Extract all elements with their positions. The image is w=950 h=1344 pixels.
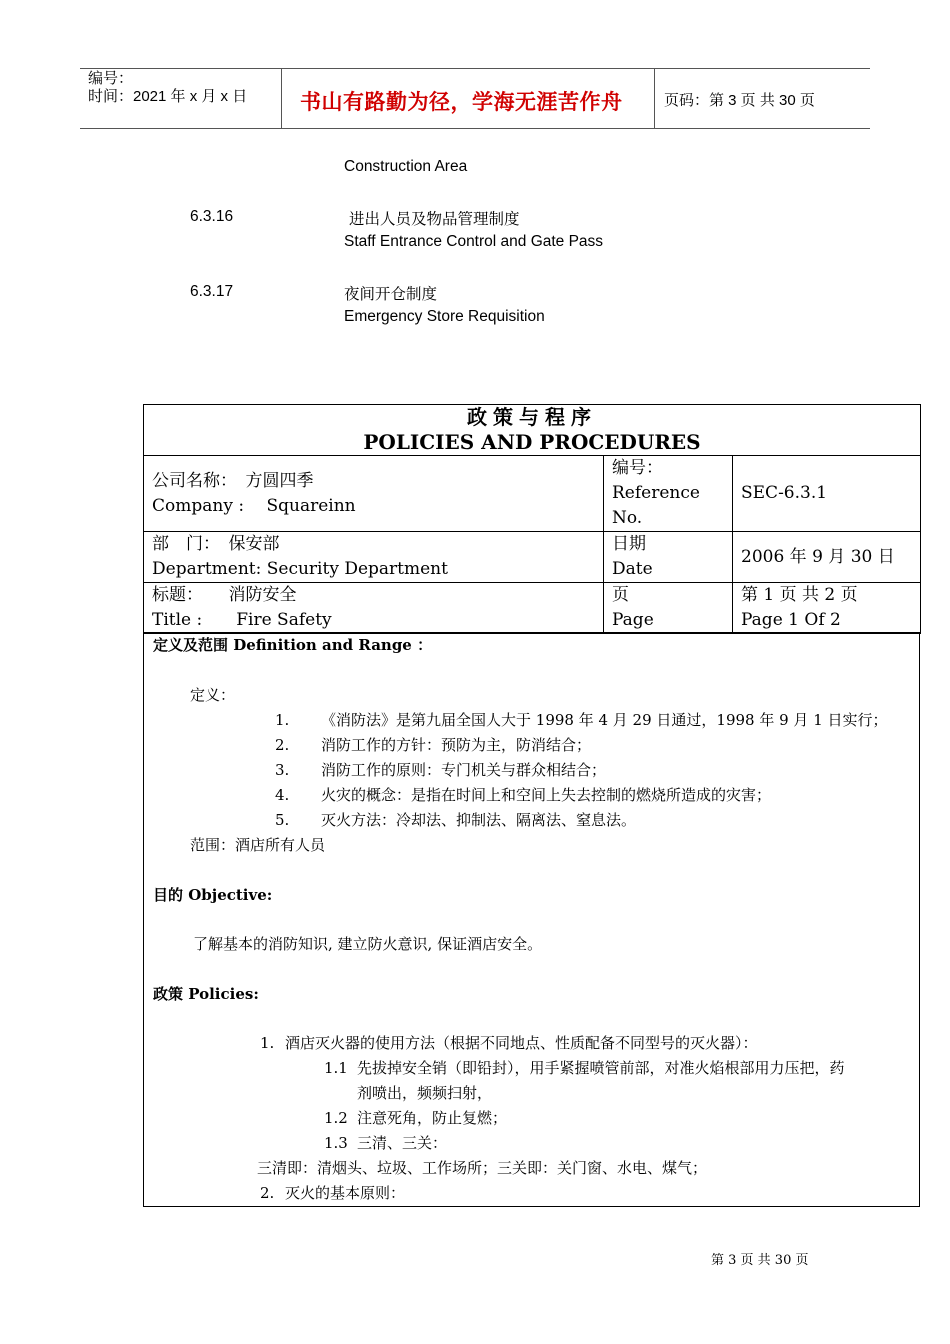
page-label-en: Page (612, 610, 654, 630)
company-zh: 公司名称： 方圆四季 (152, 470, 314, 491)
policy-subitem-number: 1.1 (324, 1059, 348, 1077)
footer-page-number: 第 3 页 共 30 页 (711, 1253, 809, 1268)
list-item-zh: 进出人员及物品管理制度 (349, 210, 520, 228)
header-top-line (80, 68, 870, 69)
page-value-zh: 第 1 页 共 2 页 (741, 585, 858, 605)
page-value-en: Page 1 Of 2 (741, 610, 841, 630)
policies-heading: 政策 Policies: (153, 985, 259, 1003)
company-cell (144, 456, 604, 532)
policy-item-number: 2. (260, 1184, 275, 1202)
reference-label-zh: 编号： (612, 458, 663, 478)
date-value: 2006 年 9 月 30 日 (733, 532, 921, 583)
list-item-en: Staff Entrance Control and Gate Pass (344, 233, 604, 250)
department-zh: 部 门： 保安部 (152, 534, 280, 554)
policy-subitem-text: 注意死角，防止复燃； (357, 1109, 508, 1127)
policy-item-text: 酒店灭火器的使用方法（根据不同地点、性质配备不同型号的灭火器）： (285, 1034, 758, 1052)
policy-subitem-text: 先拔掉安全销（即铅封），用手紧握喷管前部，对准火焰根部用力压把，药 (357, 1059, 845, 1077)
header-bottom-line (80, 128, 870, 129)
objective-text: 了解基本的消防知识, 建立防火意识, 保证酒店安全。 (193, 935, 543, 953)
definition-item-number: 5. (275, 811, 290, 829)
list-item-construction-area: Construction Area (344, 158, 468, 175)
definition-item-text: 《消防法》是第九届全国人大于 1998 年 4 月 29 日通过，1998 年 9 月 1 日实行； (321, 711, 888, 729)
page-label-cell (604, 583, 733, 634)
list-item-zh: 夜间开仓制度 (344, 285, 438, 303)
definition-item-text: 消防工作的原则：专门机关与群众相结合； (321, 761, 607, 779)
policy-title-en: POLICIES AND PROCEDURES (363, 430, 701, 454)
definition-heading: 定义及范围 Definition and Range ： (153, 636, 433, 654)
policy-content-box (143, 632, 920, 1207)
reference-label-en: Reference No. (612, 483, 700, 528)
department-en: Department: Security Department (152, 559, 448, 579)
list-item-number: 6.3.17 (190, 283, 234, 300)
policy-item-number: 1. (260, 1034, 275, 1052)
objective-heading: 目的 Objective: (153, 886, 273, 904)
title-label-en: Title : Fire Safety (152, 610, 332, 630)
policy-title-zh: 政策与程序 (467, 405, 597, 429)
company-en: Company : Squareinn (152, 495, 356, 516)
scope-text: 范围：酒店所有人员 (190, 836, 326, 854)
header-motto: 书山有路勤为径，学海无涯苦作舟 (300, 91, 623, 114)
definition-item-text: 消防工作的方针：预防为主，防消结合； (321, 736, 592, 754)
definition-item-number: 1. (275, 711, 290, 729)
definition-item-text: 火灾的概念：是指在时间上和空间上失去控制的燃烧所造成的灾害； (321, 786, 772, 804)
header-divider-left (281, 68, 282, 129)
definition-label: 定义： (190, 686, 236, 704)
header-time-label: 时间：2021 年 x 月 x 日 (88, 88, 248, 105)
reference-value: SEC-6.3.1 (733, 456, 921, 532)
policy-subitem-text-continued: 剂喷出，频频扫射， (357, 1084, 493, 1102)
reference-label-cell (604, 456, 733, 532)
policy-subitem-number: 1.2 (324, 1109, 348, 1127)
header-page-label: 页码：第 3 页 共 30 页 (664, 92, 815, 109)
policy-item-text: 灭火的基本原则： (285, 1184, 406, 1202)
department-cell (144, 532, 604, 583)
policy-header-table (143, 404, 921, 634)
policy-title-cell (144, 405, 921, 456)
definition-item-number: 2. (275, 736, 290, 754)
date-label-zh: 日期 (612, 534, 646, 554)
header-number-label: 编号： (88, 70, 134, 87)
title-cell (144, 583, 604, 634)
title-label-zh: 标题： 消防安全 (152, 585, 297, 605)
policy-subitem-text: 三清、三关： (357, 1134, 448, 1152)
header-divider-right (654, 68, 655, 129)
date-label-en: Date (612, 559, 653, 579)
policy-subitem-number: 1.3 (324, 1134, 348, 1152)
page-label-zh: 页 (612, 585, 629, 605)
date-label-cell (604, 532, 733, 583)
definition-item-number: 3. (275, 761, 290, 779)
definition-item-number: 4. (275, 786, 290, 804)
definition-item-text: 灭火方法：冷却法、抑制法、隔离法、窒息法。 (321, 811, 637, 829)
policy-detail-text: 三清即：清烟头、垃圾、工作场所；三关即：关门窗、水电、煤气； (257, 1159, 708, 1177)
list-item-number: 6.3.16 (190, 208, 234, 225)
list-item-en: Emergency Store Requisition (344, 308, 545, 325)
page-value-cell (733, 583, 921, 634)
